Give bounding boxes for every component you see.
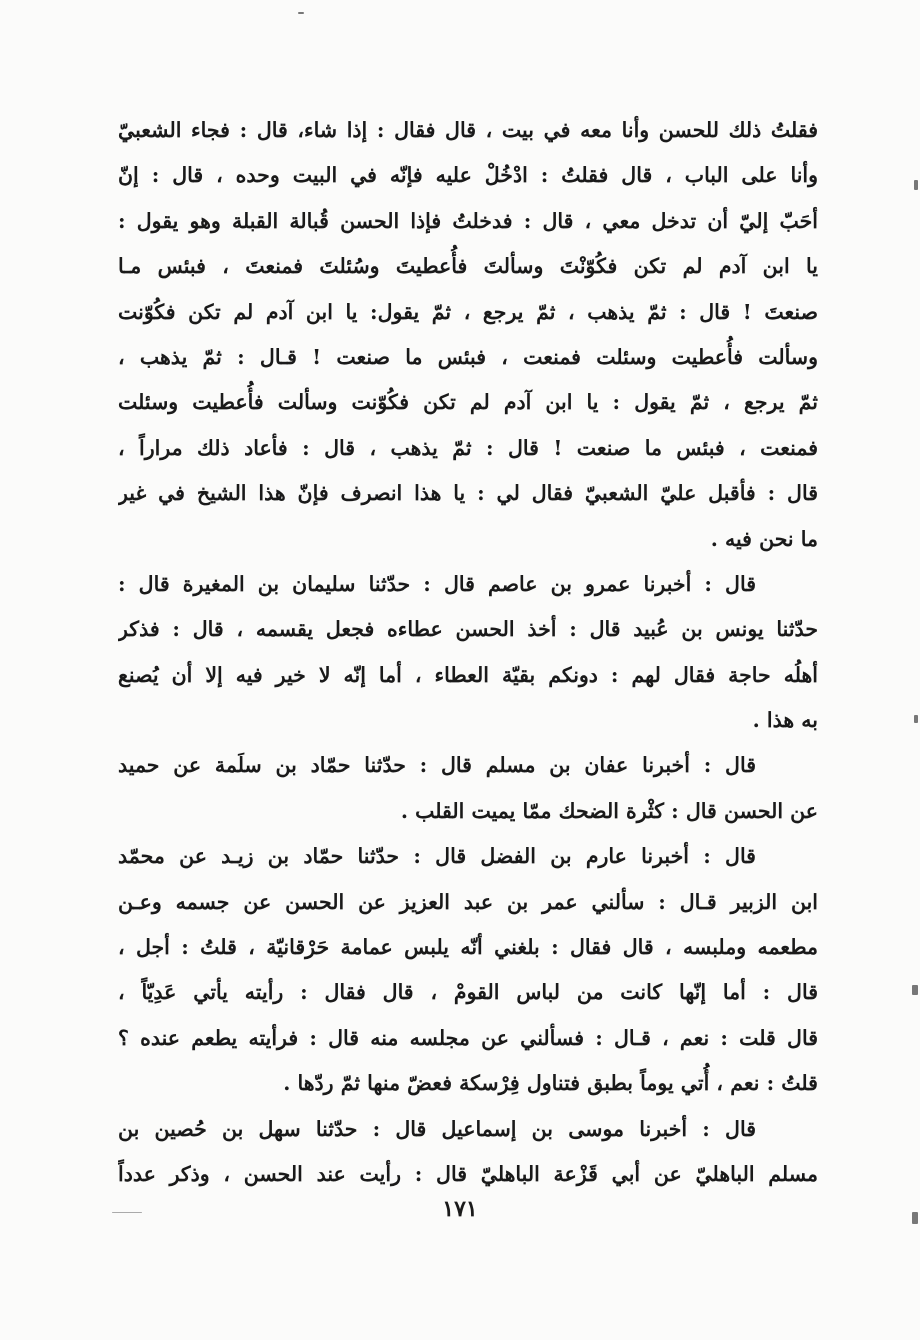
scan-speck: [112, 1212, 142, 1213]
text-line: قلتُ : نعم ، أُتي يوماً بطبق فتناول فِرْسكة فعضّ منها ثمّ ردّها .: [283, 1071, 818, 1096]
text-line: حدّثنا يونس بن عُبيد قال : أخذ الحسن عطاءه فجعل يقسمه ، قال : فذكر: [118, 617, 818, 642]
text-line: ابن الزبير قـال : سألني عمر بن عبد العزيز عن الحسن عن جسمه وعـن: [118, 889, 818, 914]
text-line: مطعمه وملبسه ، قال فقال : بلغني أنّه يلبس عمامة حَرْقانيّة ، قلتُ : أجل ،: [118, 935, 818, 960]
text-line: قال : أخبرنا موسى بن إسماعيل قال : حدّثنا سهل بن حُصين بن: [118, 1116, 756, 1141]
text-line: أهلُه حاجة فقال لهم : دونكم بقيّة العطاء ، أما إنّه لا خير فيه إلا أن يُصنع: [118, 662, 818, 687]
scan-speck: [912, 1212, 918, 1224]
text-line: صنعتَ ! قال : ثمّ يذهب ، ثمّ يرجع ، ثمّ يقول: يا ابن آدم لم تكن فكُوّنت: [118, 299, 818, 324]
text-line: قال قلت : نعم ، قـال : فسألني عن مجلسه منه قال : فرأيته يطعم عنده ؟: [118, 1025, 818, 1050]
text-line: مسلم الباهليّ عن أبي قَزْعة الباهليّ قال : رأيت عند الحسن ، وذكر عدداً: [118, 1161, 818, 1186]
text-line: قال : أخبرنا عفان بن مسلم قال : حدّثنا حمّاد بن سلَمة عن حميد: [118, 753, 756, 778]
text-line: قال : أما إنّها كانت من لباس القومْ ، قال فقال : رأيته يأتي عَدِيّاً ،: [118, 980, 818, 1005]
text-line: فقلتُ ذلك للحسن وأنا معه في بيت ، قال فقال : إذا شاء، قال : فجاء الشعبيّ: [118, 118, 818, 142]
text-line: به هذا .: [752, 708, 818, 733]
page-body-text: [118, 108, 818, 1197]
text-line: عن الحسن قال : كثْرة الضحك ممّا يميت القلب .: [400, 798, 818, 823]
page-number: ١٧١: [442, 1196, 478, 1222]
scan-speck: [914, 180, 918, 190]
scan-speck: [914, 715, 918, 723]
scan-speck: [912, 985, 918, 995]
text-line: ثمّ يرجع ، ثمّ يقول : يا ابن آدم لم تكن فكُوّنت وسألت فأُعطيت وسئلت: [118, 390, 818, 415]
scan-speck: [298, 12, 304, 14]
text-line: قال : أخبرنا عارم بن الفضل قال : حدّثنا حمّاد بن زيـد عن محمّد: [118, 844, 756, 869]
text-line: فمنعت ، فبئس ما صنعت ! قال : ثمّ يذهب ، قال : فأعاد ذلك مراراً ،: [118, 435, 818, 460]
text-line: وسألت فأُعطيت وسئلت فمنعت ، فبئس ما صنعت ! قـال : ثمّ يذهب ،: [118, 344, 818, 369]
text-line: قال : فأقبل عليّ الشعبيّ فقال لي : يا هذا انصرف فإنّ هذا الشيخ في غير: [118, 481, 818, 506]
text-line: ما نحن فيه .: [710, 526, 818, 551]
text-line: وأنا على الباب ، قال فقلتُ : ادْخُلْ عليه فإنّه في البيت وحده ، قال : إنّ: [118, 163, 818, 188]
text-line: أحَبّ إليّ أن تدخل معي ، قال : فدخلتُ فإذا الحسن قُبالة القبلة وهو يقول :: [118, 208, 818, 233]
text-line: قال : أخبرنا عمرو بن عاصم قال : حدّثنا سليمان بن المغيرة قال :: [118, 571, 756, 596]
text-line: يا ابن آدم لم تكن فكُوّنْتَ وسألتَ فأُعطيتَ وسُئلتَ فمنعتَ ، فبئس مـا: [118, 254, 818, 279]
